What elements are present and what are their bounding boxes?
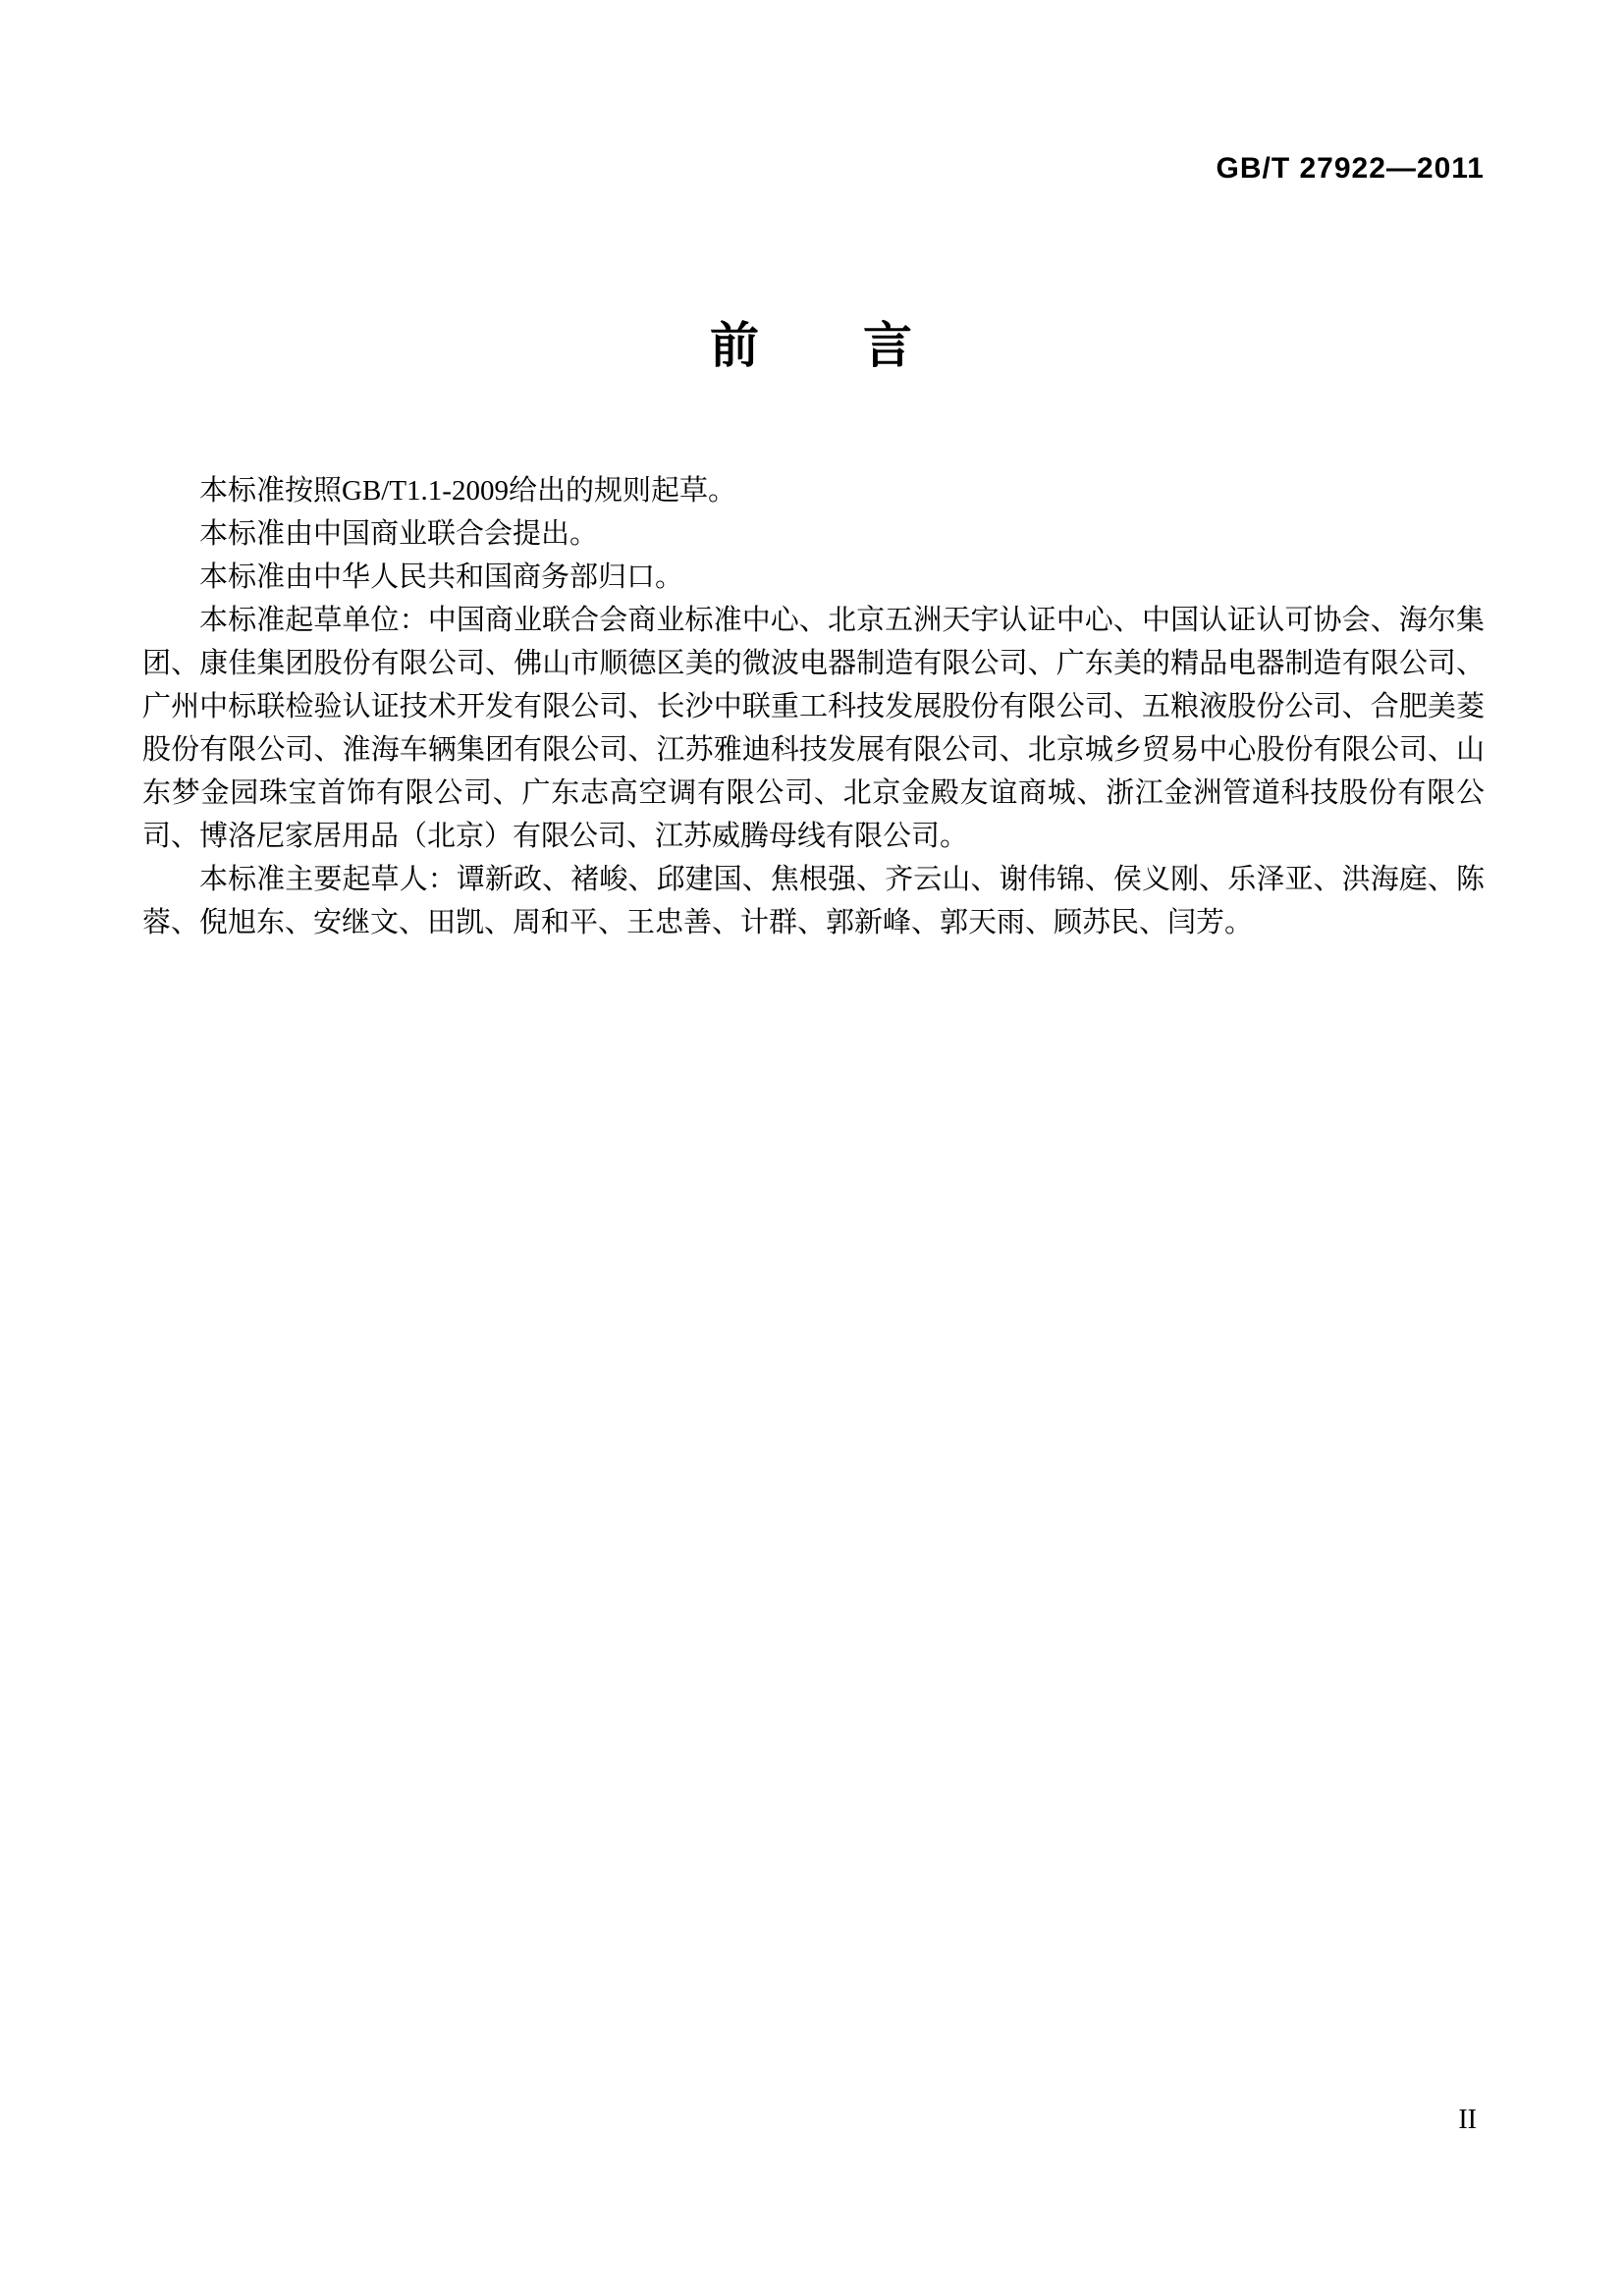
doc-number: GB/T 27922—2011	[1216, 152, 1485, 185]
paragraph-proposed-by: 本标准由中国商业联合会提出。	[199, 518, 599, 550]
paragraph-under-jurisdiction: 本标准由中华人民共和国商务部归口。	[199, 561, 684, 593]
page-title: 前 言	[710, 318, 914, 373]
paragraph-main-drafters: 本标准主要起草人：谭新政、褚峻、邱建国、焦根强、齐云山、谢伟锦、侯义刚、乐泽亚、洪海庭、陈蓉、倪旭东、安继文、田凯、周和平、王忠善、计群、郭新峰、郭天雨、顾苏民、闫芳。	[142, 864, 1485, 938]
paragraph-drafting-rules: 本标准按照GB/T1.1-2009给出的规则起草。	[199, 475, 736, 507]
paragraph-drafting-organizations: 本标准起草单位：中国商业联合会商业标准中心、北京五洲天宇认证中心、中国认证认可协会、海尔集团、康佳集团股份有限公司、佛山市顺德区美的微波电器制造有限公司、广东美的精品电器制造有限公司、广州中标联检验认证技术开发有限公司、长沙中联重工科技发展股份有限公司、五粮液股份公司、合肥美菱股份有限公司、淮海车辆集团有限公司、江苏雅迪科技发展有限公司、北京城乡贸易中心股份有限公司、山东梦金园珠宝首饰有限公司、广东志高空调有限公司、北京金殿友谊商城、浙江金洲管道科技股份有限公司、博洛尼家居用品（北京）有限公司、江苏威腾母线有限公司。	[142, 605, 1485, 852]
page-number: II	[1458, 2105, 1477, 2135]
foreword-body	[142, 469, 1485, 944]
